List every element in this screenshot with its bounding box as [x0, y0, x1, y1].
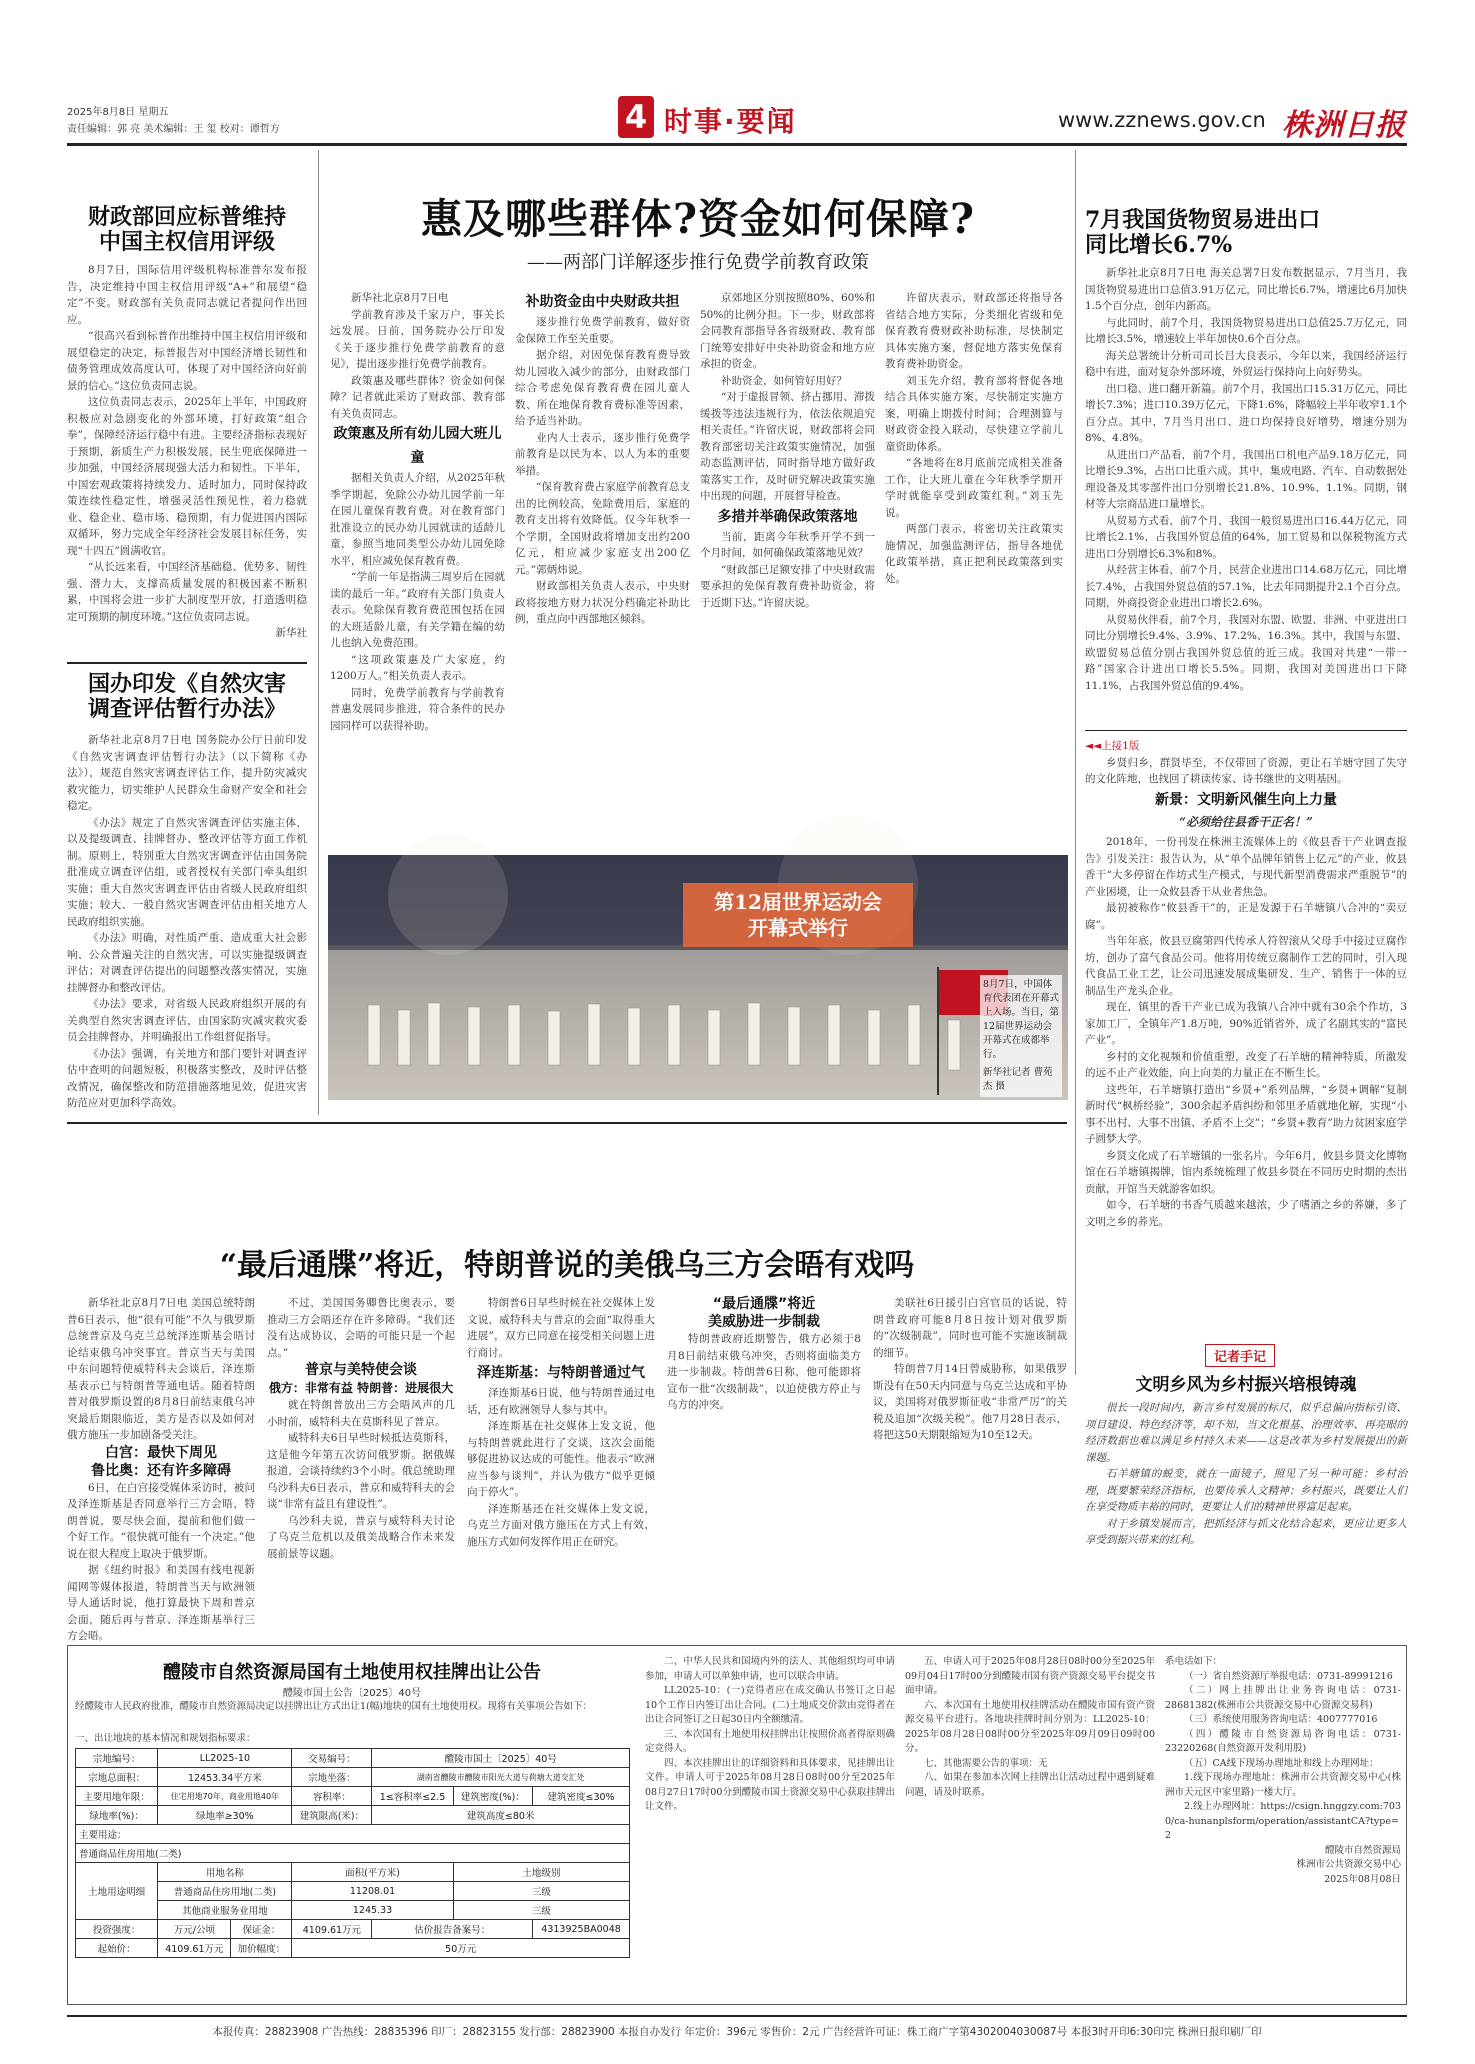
notice-contact: （三）系统使用服务咨询电话：4007777016 [1184, 1714, 1378, 1725]
a1-para: 8月7日，国际信用评级机构标准普尔发布报告，决定维持中国主权信用评级“A+”和展望“稳定”不变。财政部有关负责同志就记者提问作出回应。 [67, 264, 307, 326]
table-label: 保证金： [231, 1920, 292, 1939]
continued-body [1085, 738, 1407, 1340]
footer-info: 本报传真：28823908 广告热线：28835396 印厂：28823155 发行部：28823900 本报自办发行 年定价：396元 零售价：2元 广告经营许可证：株工商广字第4302004030087号 本报3时开印6:30印完 株洲日报印刷厂印 [212, 2026, 1262, 2038]
trump-para: 特朗普7月14日曾威胁称，如果俄罗斯没有在50天内同意与乌克兰达成和平协议，美国将对俄罗斯征收“非常严厉”的关税及追加“次级关税”。他7月28日表示，将把这50天期限缩短为10至12天。 [873, 1363, 1067, 1441]
table-cell: 绿地率≥30% [158, 1806, 292, 1825]
trump-subhead-1: 白宫：最快下周见 [105, 1444, 217, 1461]
table-label: 主要用地年限： [76, 1787, 158, 1806]
notice-para: 二、中华人民共和国境内外的法人、其他组织均可申请参加，申请人可以单独申请，也可以联合申请。 [645, 1656, 895, 1682]
a1-para: 这位负责同志表示，2025年上半年，中国政府积极应对急剧变化的外部环境，打好政策“组合拳”，保障经济运行稳中有进。主要经济指标表现好于预期，新质生产力积极发展，民生兜底保障进一步加强，中国经济展现强大活力和韧性。下半年，中国宏观政策将持续发力、适时加力，同时保持政策连续性稳定性，增强灵活性预见性，着力稳就业、稳企业、稳市场、稳预期，有力促进国内国际双循环，努力完成全年经济社会发展目标任务，实现“十四五”圆满收官。 [67, 396, 307, 557]
lead-subhead-3: 多措并举确保政策落地 [717, 508, 858, 525]
continued-para: 如今，石羊塘的书香气质越来越浓，少了嗜酒之乡的荞嫌，多了文明之乡的荞光。 [1085, 1199, 1407, 1228]
lead-subtitle: ——两部门详解逐步推行免费学前教育政策 [527, 252, 869, 273]
table-label: 交易编号： [292, 1749, 372, 1768]
trump-title: “最后通牒”将近，特朗普说的美俄乌三方会晤有戏吗 [219, 1248, 915, 1283]
table-label: 起始价： [76, 1939, 158, 1958]
trump-para: 不过，美国国务卿鲁比奥表示，要推动三方会晤还存在许多障碍。“我们还没有达成协议，会晤的可能只是一个起点。” [267, 1297, 455, 1359]
lead-para: 业内人士表示，逐步推行免费学前教育是以民为本、以人为本的重要举措。 [515, 431, 690, 477]
a1-title-line1: 财政部回应标普维持 [87, 204, 286, 230]
notice-contact: （二）网上挂牌出让业务咨询电话：0731-28681382(株洲市公共资源交易中心资源交易科) [1165, 1685, 1401, 1711]
table-label: 绿地率(%)： [76, 1806, 158, 1825]
notice-link[interactable]: 2.线上办理网址：https://csign.hnggzy.com:7030/ca-hunanplsform/operation/assistantCA?type=2 [1165, 1801, 1401, 1841]
trade-para: 新华社北京8月7日电 海关总署7日发布数据显示，7月当月，我国货物贸易进出口总值3.91万亿元，同比增长6.7%，增速比6月加快1.5个百分点，创年内新高。 [1085, 267, 1407, 312]
table-cell: 三级 [453, 1901, 629, 1920]
trump-subhead-4: “最后通牒”将近 [712, 1296, 816, 1312]
lead-para: 学前教育涉及千家万户，事关长远发展。日前，国务院办公厅印发《关于逐步推行免费学前教育的意见》，提出逐步推行免费学前教育。 [330, 308, 505, 370]
lead-para: 政策惠及哪些群体？资金如何保障？记者就此采访了财政部、教育部有关负责同志。 [330, 374, 505, 420]
table-cell: 万元/公顷 [158, 1920, 231, 1939]
website[interactable]: www.zznews.gov.cn [1058, 108, 1266, 132]
trade-para: 从贸易方式看，前7个月，我国一般贸易进出口16.44万亿元，同比增长2.1%，占我国外贸总值的64%，加工贸易和以保税物流方式进出口分别增长6.3%和8%。 [1085, 514, 1407, 560]
continued-para: 现在，镇里的香干产业已成为我镇八合冲中就有30余个作坊，3家加工厂，全镇年产1.8万吨，90%近销省外，成了名副其实的“富民产业”。 [1085, 1001, 1407, 1046]
notice-contact: 1.线下现场办理地址：株洲市公共资源交易中心(株洲市天元区中家里路)一楼大厅。 [1165, 1772, 1401, 1798]
table-cell: 普通商品住房用地(二类) [76, 1844, 630, 1863]
a1-title [67, 205, 307, 256]
notice-contact: （一）省自然资源厅举报电话：0731-89991216 [1184, 1670, 1393, 1682]
notice-col-3 [905, 1655, 1155, 2000]
continued-marker[interactable]: ◄◄上接1版 [1085, 740, 1140, 752]
spotlight [388, 835, 508, 955]
a2-body [67, 732, 307, 1115]
notice-para: 五、申请人可于2025年08月28日08时00分至2025年09月04日17时00分到醴陵市国有资产资源交易平台提交书面申请。 [905, 1656, 1155, 1696]
masthead-date: 2025年8月8日 星期五 [67, 107, 169, 118]
trade-title-line2: 同比增长6.7% [1085, 232, 1233, 259]
photo-headline [683, 883, 913, 947]
lead-para: “保育教育费占家庭学前教育总支出的比例较高，免除费用后，家庭的教育支出将有效降低。仅今年秋季一个学期，全国财政将增加支出约200亿元，相应减少家庭支出200亿元。”郭炳炜说。 [515, 481, 690, 576]
trump-para: 泽连斯基6日说，他与特朗普通过电话，还有欧洲领导人参与其中。 [467, 1387, 655, 1416]
trump-para: 就在特朗普放出三方会晤风声的几小时前，威特科夫在莫斯科见了普京。 [267, 1399, 455, 1428]
notice-para: 八、如果在参加本次网上挂牌出让活动过程中遇到疑难问题，请及时联系。 [905, 1772, 1155, 1798]
table-cell: 12453.34平方米 [158, 1768, 292, 1787]
divider [1085, 730, 1407, 731]
notice-para: 四、本次挂牌出让的详细资料和具体要求，见挂牌出让文件。申请人可于2025年08月28日08时00分至2025年08月27日17时00分到醴陵市国土资源交易中心获取挂牌出让文件。 [645, 1757, 895, 1812]
lead-para: 两部门表示，将密切关注政策实施情况，加强监测评估，指导各地优化政策举措，真正把利民政策落到实处。 [885, 523, 1063, 585]
lead-para: 刘玉先介绍，教育部将督促各地结合具体实施方案，尽快制定实施方案，明确上期拨付时间；合理测算与财政资金投入联动，尽快建立学前儿童资助体系。 [885, 374, 1063, 453]
table-cell: 醴陵市国土〔2025〕40号 [372, 1749, 630, 1768]
trump-col-4 [667, 1295, 1067, 1635]
a2-title [67, 672, 307, 723]
trump-para: 特朗普政府近期警告，俄方必须于8月8日前结束俄乌冲突，否则将面临美方进一步制裁。特朗普6日称，他可能即将宣布一批“次级制裁”，以迫使俄方停止与乌方的冲突。 [667, 1333, 861, 1411]
table-header: 面积(平方米) [292, 1863, 453, 1882]
a1-body [67, 262, 307, 657]
trump-para: 泽连斯基还在社交媒体上发文说，乌克兰方面对俄方施压在方式上有效，施压方式如何发挥作用正在研究。 [467, 1502, 655, 1548]
table-label: 宗地编号： [76, 1749, 158, 1768]
a2-title-line1: 国办印发《自然灾害 [87, 671, 286, 697]
lead-para: “这项政策惠及广大家庭，约1200万人。”相关负责人表示。 [330, 653, 505, 682]
a2-title-line2: 调查评估暂行办法》 [87, 696, 286, 723]
column-divider [1075, 150, 1076, 1375]
continued-para: 乡村的文化视频和价值重塑，改变了石羊塘的精神特质，所激发的远不止产业效能，向上向美的力量正在不断生长。 [1085, 1050, 1407, 1079]
trade-para: 与此同时，前7个月，我国货物贸易进出口总值25.7万亿元，同比增长3.5%，增速较上半年加快0.6个百分点。 [1085, 316, 1407, 345]
masthead-editors: 责任编辑：郭 亮 美术编辑：王 玺 校对：谭哲方 [67, 124, 280, 135]
table-label: 宗地总面积： [76, 1768, 158, 1787]
a1-title-line2: 中国主权信用评级 [98, 229, 275, 256]
table-cell: 11208.01 [292, 1882, 453, 1901]
table-label: 投资强度： [76, 1920, 158, 1939]
trade-body [1085, 265, 1407, 705]
trump-para: 泽连斯基在社交媒体上发文说，他与特朗普就此进行了交谈，这次会面能够促进协议达成的可能性。他表示“欧洲应当参与谈判”，并认为俄方“似乎更倾向于停火”。 [467, 1420, 655, 1498]
lead-col-3 [700, 290, 875, 845]
trump-para: 特朗普6日早些时候在社交媒体上发文说，威特科夫与普京的会面“取得重大进展”，双方已同意在接受相关问题上进行商讨。 [467, 1297, 655, 1359]
table-header: 土地级别 [453, 1863, 629, 1882]
table-cell: 4109.61万元 [158, 1939, 231, 1958]
continued-quote: “必须给往县香干正名！” [1179, 814, 1313, 829]
trump-subhead-2: 普京与美特使会谈 [305, 1362, 417, 1378]
table-label: 加价幅度： [231, 1939, 292, 1958]
table-cell: 建筑密度≤30% [533, 1787, 630, 1806]
divider [67, 1122, 1067, 1124]
a2-para: 《办法》明确，对性质严重、造成重大社会影响、公众普遍关注的自然灾害，可以实施提级调查评估；对调查评估提出的问题整改落实情况，实施挂牌督办和整改评估。 [67, 932, 307, 994]
table-label: 估价报告备案号： [372, 1920, 533, 1939]
paper-logo: 株洲日报 [1282, 108, 1406, 143]
lead-dateline: 新华社北京8月7日电 [351, 292, 449, 304]
notice-para: 三、本次国有土地使用权挂牌出让按照价高者得原则确定竞得人。 [645, 1728, 895, 1754]
photo-headline-line2: 开幕式举行 [748, 916, 848, 940]
notice-signature: 株洲市公共资源交易中心 [1296, 1859, 1401, 1870]
trump-para: 美联社6日援引白宫官员的话说，特朗普政府可能8月8日按计划对俄罗斯的“次级制裁”，同时也可能不实施该制裁的细节。 [873, 1297, 1067, 1359]
table-label: 宗地坐落： [292, 1768, 372, 1787]
lead-para: 据介绍，对因免保育教育费导致幼儿园收入减少的部分，由财政部门综合考虑免保育教育费在园儿童人数、所在地保育教育费标准等因素，给予适当补助。 [515, 349, 690, 427]
lead-para: 财政部相关负责人表示，中央财政将按地方财力状况分档确定补助比例，重点向中西部地区倾斜。 [515, 580, 690, 625]
notice-title: 醴陵市自然资源局国有土地使用权挂牌出让公告 [163, 1662, 541, 1683]
land-parcel-table [75, 1748, 630, 1958]
table-header: 用地名称 [158, 1863, 292, 1882]
table-cell: 1≤容积率≤2.5 [372, 1787, 453, 1806]
table-cell: 50万元 [292, 1939, 630, 1958]
table-label: 主要用途： [76, 1825, 630, 1844]
table-cell: 三级 [453, 1882, 629, 1901]
continued-para: 这些年，石羊塘镇打造出“乡贤+”系列品牌，“乡贤+调解”复制新时代“枫桥经验”，300余起矛盾纠纷和邻里矛盾就地化解，实现“小事不出村、大事不出镇、矛盾不上交”；“乡贤+教育”助力贫困家庭学子圆梦大学。 [1085, 1083, 1407, 1145]
notice-contact-title: 系电话如下： [1165, 1656, 1223, 1667]
trade-title [1085, 208, 1407, 259]
lead-col-2 [515, 290, 690, 845]
trade-title-line1: 7月我国货物贸易进出口 [1085, 207, 1321, 233]
lead-para: 据相关负责人介绍，从2025年秋季学期起，免除公办幼儿园学前一年在园儿童保育教育费。对在教育部门批准设立的民办幼儿园就读的适龄儿童，参照当地同类型公办幼儿园免除水平，相应减免保育教育费。 [330, 472, 505, 567]
section-title: 时事·要闻 [664, 105, 797, 138]
notice-col-2 [645, 1655, 895, 2000]
table-cell: LL2025-10 [158, 1749, 292, 1768]
notice-para: 七、其他需要公告的事项：无 [924, 1757, 1048, 1769]
continued-para: 乡贤文化成了石羊塘镇的一张名片。今年6月，攸县乡贤文化博物馆在石羊塘镇揭牌，馆内系统梳理了攸县乡贤在不同历史时期的杰出贡献，开馆当天就游客如织。 [1085, 1149, 1407, 1195]
page-number-badge: 4 [618, 96, 654, 138]
lead-para: “学前一年是指满三周岁后在园就读的最后一年。”政府有关部门负责人表示。免除保育教育费范围包括在园的大班适龄儿童，有关学籍在编的幼儿也纳入免费范围。 [330, 571, 505, 649]
trump-subhead-1b: 鲁比奥：还有许多障碍 [91, 1462, 231, 1479]
commentary-para: 对于乡镇发展而言，把抓经济与抓文化结合起来，更应让更多人享受到振兴带来的红利。 [1085, 1517, 1407, 1546]
a1-byline: 新华社 [275, 627, 307, 639]
lead-col-1 [330, 290, 505, 845]
trade-para: 海关总署统计分析司司长吕大良表示，今年以来，我国经济运行稳中有进，面对复杂外部环境，外贸运行保持向上向好势头。 [1085, 349, 1407, 378]
trump-para: 威特科夫6日早些时候抵达莫斯科，这是他今年第五次访问俄罗斯。据俄媒报道，会谈持续约3个小时。俄总统助理乌沙科夫6日表示，普京和威特科夫的会谈“非常有益且有建设性”。 [267, 1432, 455, 1510]
divider [67, 662, 307, 664]
table-label: 建筑限高(米)： [292, 1806, 372, 1825]
continued-para: 乡贤归乡，群贤毕至，不仅带回了资源，更让石羊塘守回了失守的文化阵地，也找回了耕读传家、诗书继世的文明基因。 [1085, 756, 1407, 785]
a1-para: “从长远来看，中国经济基础稳、优势多、韧性强、潜力大，支撑高质量发展的积极因素不断积累，中国将会进一步扩大制度型开放，打造透明稳定可预期的制度环境。”这位负责同志说。 [67, 561, 307, 623]
table-label: 建筑密度(%)： [453, 1787, 532, 1806]
world-games-photo [328, 855, 1068, 1100]
commentary-para: 很长一段时间内，新言乡村发展的标尺，似乎总偏向指标引资、项目建设、特色经济等，却不知，当文化根基、治理效率、再亮眼的经济数据也难以满足乡村持久未来——这是改革为乡村发展提出的新课题。 [1085, 1402, 1407, 1464]
lead-para: “财政部已足额安排了中央财政需要承担的免保育教育费补助资金，将于近期下达。”许留庆说。 [700, 563, 875, 609]
notice-doc-no: 醴陵市国土公告〔2025〕40号 [282, 1688, 422, 1699]
continued-para: 当年年底，攸县豆腐第四代传承人符智滚从父母手中接过豆腐作坊，创办了富气食品公司。他将用传统豆腐制作工艺的同时，引入现代食品工业工艺，让公司迅速发展成集研发、生产、销售于一体的豆制品生产龙头企业。 [1085, 935, 1407, 997]
lead-subhead-1: 政策惠及所有幼儿园大班儿童 [333, 426, 502, 466]
trade-para: 从进出口产品看，前7个月，我国出口机电产品9.18万亿元，同比增长9.3%，占出口比重六成。其中，集成电路、汽车、自动数据处理设备及其零部件出口分别增长21.8%、10.9%、1.1%。同期，钢材等大宗商品进口量增长。 [1085, 448, 1407, 510]
table-cell: 4109.61万元 [292, 1920, 372, 1939]
trade-para: 从贸易伙伴看，前7个月，我国对东盟、欧盟、非洲、中亚进出口同比分别增长9.4%、3.9%、17.2%、16.3%。其中，我国与东盟、欧盟贸易总值分别占我国外贸总值的近三成。我国对共建“一带一路”国家合计进出口增长5.5%。同期，我国对美国进出口下降11.1%，占我国外贸总值的9.4%。 [1085, 613, 1407, 692]
table-cell: 其他商业服务业用地 [158, 1901, 292, 1920]
photo-headline-line1: 第12届世界运动会 [714, 890, 882, 914]
table-cell: 1245.33 [292, 1901, 453, 1920]
lead-para: “对于虚报冒领、挤占挪用、滞拨缓拨等违法违规行为，依法依规追究相关责任。”许留庆说，财政部将会同教育部密切关注政策实施情况，加强动态监测评估，同时指导地方做好政策落实工作，及时研究解决政策实施中出现的问题，开展督导检查。 [700, 391, 875, 502]
trump-col-2 [267, 1295, 455, 1635]
notice-para: 六、本次国有土地使用权挂牌活动在醴陵市国有资产资源交易平台进行。各地块挂牌时间分别为：LL2025-10：2025年08月28日08时00分至2025年09月09日09时00分。 [905, 1699, 1155, 1754]
commentary-tag: 记者手记 [1205, 1344, 1275, 1367]
a1-para: “很高兴看到标普作出维持中国主权信用评级和展望稳定的决定，标普报告对中国经济增长韧性和债务管理成效高度认可，体现了对中国经济向好前景的信心。”这位负责同志说。 [67, 330, 307, 392]
table-cell: 湖南省醴陵市醴陵市阳光大道与荷塘大道交汇处 [372, 1768, 630, 1787]
notice-para: LL2025-10：(一)竞得者应在成交确认书签订之日起10个工作日内签订出让合同。(二)土地成交价款由竞得者在出让合同签订之日起30日内全额缴清。 [645, 1685, 895, 1725]
lead-para: 逐步推行免费学前教育，做好资金保障工作至关重要。 [515, 316, 690, 345]
trade-para: 从经营主体看，前7个月，民营企业进出口14.68万亿元，同比增长7.4%，占我国外贸总值的57.1%，比去年同期提升2.1个百分点。同期，外商投资企业进出口增长2.6%。 [1085, 564, 1407, 609]
lead-col-4 [885, 290, 1063, 845]
table-cell: 4313925BA0048 [533, 1920, 630, 1939]
trump-para: 6日，在白宫接受媒体采访时，被问及泽连斯基是否同意举行三方会晤，特朗普说，要尽快会面，提前和他们做一个好工作。“很快就可能有一个决定。”他说在很大程度上取决于俄罗斯。 [67, 1481, 255, 1560]
trump-para: 据《纽约时报》和美国有线电视新闻网等媒体报道，特朗普当天与欧洲领导人通话时说，他打算最快下周和普京会面，随后再与普京、泽连斯基举行三方会晤。 [67, 1564, 255, 1642]
footer-rule [67, 2015, 1407, 2017]
trump-col-1 [67, 1295, 255, 1642]
trade-para: 出口稳、进口翻开新篇。前7个月，我国出口15.31万亿元，同比增长7.3%；进口10.39万亿元，下降1.6%，降幅较上半年收窄1.1个百分点。其中，7月当月出口、进口均保持良好增势，增速分别为8%、4.8%。 [1085, 382, 1407, 444]
lead-para: 同时，免费学前教育与学前教育普惠发展同步推进，符合条件的民办园同样可以获得补助。 [330, 686, 505, 732]
lead-para: 许留庆表示，财政部还将指导各省结合地方实际，分类细化省级和免保育教育费财政补助标准，尽快制定具体实施方案，督促地方落实免保育教育费补助资金。 [885, 292, 1063, 370]
lead-title: 惠及哪些群体?资金如何保障? [420, 195, 976, 243]
masthead-rule [67, 143, 1407, 146]
column-divider [318, 150, 319, 1115]
notice-contact: （五）CA线下现场办理地址和线上办理网址： [1184, 1757, 1379, 1769]
notice-contact: （四）醴陵市自然资源局咨询电话：0731-23220268(自然资源开发利用股) [1165, 1728, 1401, 1754]
trump-subhead-2b: 俄方：非常有益 特朗普：进展很大 [268, 1381, 454, 1395]
photo-credit: 新华社记者 曹苑杰 摄 [983, 1067, 1053, 1092]
lead-para: “各地将在8月底前完成相关准备工作，让大班儿童在今年秋季学期开学时就能享受到政策红利。”刘玉先说。 [885, 457, 1063, 519]
commentary-body [1085, 1400, 1407, 1635]
notice-intro: 经醴陵市人民政府批准，醴陵市自然资源局决定以挂牌出让方式出让1(幅)地块的国有土地使用权。现将有关事项公告如下： [75, 1701, 592, 1712]
trump-subhead-3: 泽连斯基：与特朗普通过气 [477, 1365, 645, 1381]
lead-para: 京郊地区分别按照80%、60%和50%的比例分担。下一步，财政部将会同教育部指导各省级财政、教育部门统筹安排好中央补助资金和地方应承担的资金。 [700, 292, 875, 370]
a2-para: 《办法》要求，对省级人民政府组织开展的有关典型自然灾害调查评估，由国家防灾减灾救灾委员会挂牌督办，并明确报出工作组督促指导。 [67, 998, 307, 1043]
commentary-para: 石羊塘镇的蜕变，就在一面镜子，照见了另一种可能：乡村治理，既要繁荣经济指标，也要传承人文精神；乡村振兴，既要让人们在享受物质丰裕的同时，更要让人们的精神世界富足起来。 [1085, 1468, 1407, 1513]
table-cell: 住宅用地70年，商业用地40年 [158, 1787, 292, 1806]
commentary-title: 文明乡风为乡村振兴培根铸魂 [1135, 1375, 1357, 1395]
trump-para: 乌沙科夫说，普京与威特科夫讨论了乌克兰危机以及俄美战略合作未来发展前景等议题。 [267, 1514, 455, 1560]
table-cell: 普通商品住房用地(二类) [158, 1882, 292, 1901]
lead-para: 当前，距离今年秋季开学不到一个月时间，如何确保政策落地见效？ [700, 530, 875, 559]
continued-para: 最初被称作“攸县香干”的，正是发源于石羊塘镇八合冲的“卖豆腐”。 [1085, 902, 1407, 931]
continued-subhead: 新景：文明新风催生向上力量 [1155, 791, 1337, 808]
a2-para: 新华社北京8月7日电 国务院办公厅日前印发《自然灾害调查评估暂行办法》（以下简称《办法》），规范自然灾害调查评估工作，提升防灾减灾救灾能力，切实维护人民群众生命财产安全和社会稳定。 [67, 734, 307, 812]
lead-para: 补助资金，如何管好用好？ [721, 374, 847, 387]
lead-subhead-2: 补助资金由中央财政共担 [525, 294, 680, 310]
trump-col-3 [467, 1295, 655, 1635]
photo-caption [980, 975, 1062, 1097]
table-label: 容积率： [292, 1787, 372, 1806]
notice-col-4 [1165, 1655, 1401, 2000]
a2-para: 《办法》强调，有关地方和部门要针对调查评估中查明的问题短板，积极落实整改，及时评估整改情况，确保整改和防范措施落地见效，促进灾害防范应对更加科学高效。 [67, 1047, 307, 1109]
notice-date: 2025年08月08日 [1324, 1873, 1401, 1885]
table-cell: 建筑高度≤80米 [372, 1806, 630, 1825]
notice-section-1: 一、出让地块的基本情况和规划指标要求： [75, 1733, 256, 1744]
a2-para: 《办法》规定了自然灾害调查评估实施主体，以及提级调查、挂牌督办、整改评估等方面工作机制。原则上，特别重大自然灾害调查评估由国务院批准成立调查评估组，或者授权有关部门牵头组织实施；重大自然灾害调查评估由省级人民政府组织实施；较大、一般自然灾害调查评估由相关地方人民政府组织实施。 [67, 816, 307, 928]
trump-subhead-4b: 美威胁进一步制裁 [708, 1314, 820, 1330]
photo-caption-text: 8月7日，中国体育代表团在开幕式上入场。当日，第12届世界运动会开幕式在成都举行。 [983, 979, 1060, 1060]
continued-para: 2018年，一份刊发在株洲主流媒体上的《攸县香干产业调查报告》引发关注：报告认为，从“单个品牌年销售上亿元”的产业，攸县香干“大多停留在作坊式生产模式，与现代新型消费需求严重脱节”的产业困境，让一众攸县香干从业者焦急。 [1085, 836, 1407, 898]
notice-signature: 醴陵市自然资源局 [1324, 1844, 1401, 1856]
table-label: 土地用途明细 [76, 1863, 158, 1920]
trump-para: 新华社北京8月7日电 美国总统特朗普6日表示，他“很有可能”不久与俄罗斯总统普京及乌克兰总统泽连斯基会晤讨论结束俄乌冲突事宜。普京当天与美国中东问题特使威特科夫会谈后，泽连斯基表示已与特朗普等通电话。随着特朗普对俄罗斯设置的8月8日前结束俄乌冲突最后期限临近，美方是否以及如何对俄方施压一步加剧备受关注。 [67, 1297, 255, 1441]
